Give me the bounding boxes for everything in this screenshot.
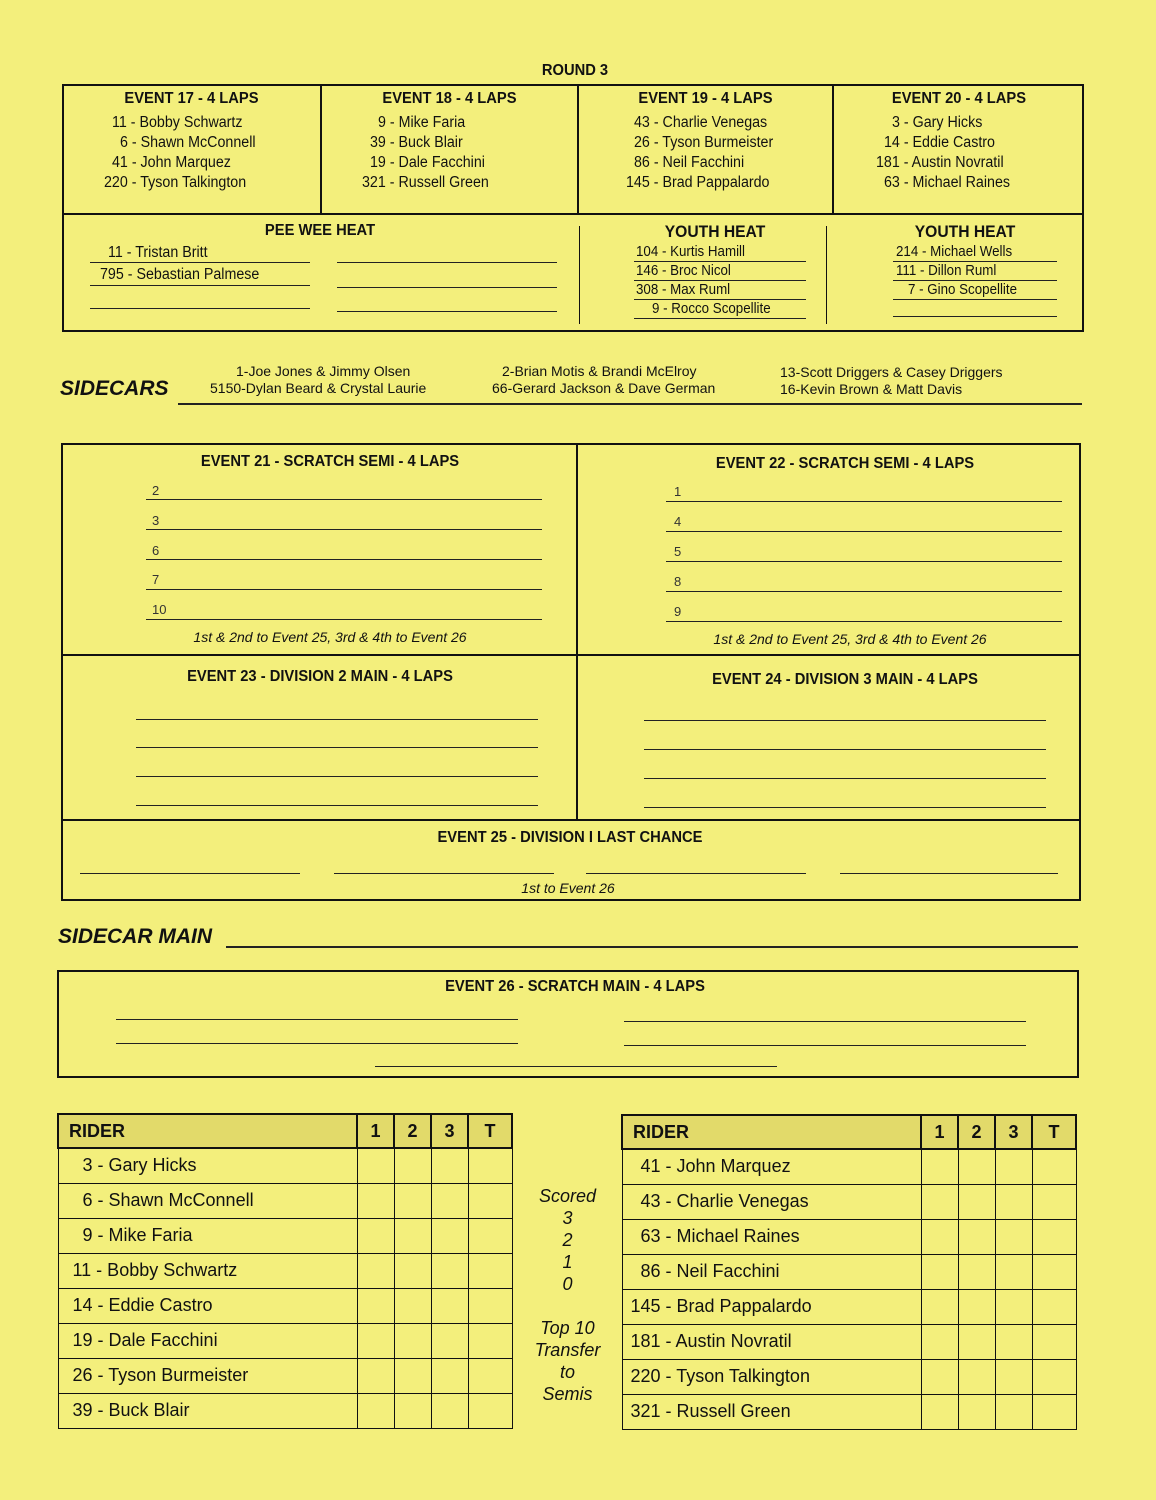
event-21-note: 1st & 2nd to Event 25, 3rd & 4th to Event 26 [193, 629, 467, 645]
round-2-header: 2 [394, 1114, 431, 1148]
score-cell[interactable] [357, 1183, 394, 1218]
entry-line [634, 299, 806, 300]
table-row [622, 1219, 1076, 1254]
rider-entry: 7 - Gino Scopellite [908, 282, 1018, 298]
score-cell[interactable] [995, 1254, 1032, 1289]
rider-name: 41 - John Marquez [622, 1149, 921, 1184]
table-row [58, 1183, 512, 1218]
table-row [58, 1358, 512, 1393]
rider-name: 63 - Michael Raines [622, 1219, 921, 1254]
transfer-line: Top 10 [540, 1318, 595, 1338]
event-20-card [834, 90, 1084, 192]
sidecar-main-underline [226, 946, 1078, 948]
entry-line [337, 287, 557, 288]
entry-line [666, 501, 1062, 502]
round-1-header: 1 [921, 1115, 958, 1149]
position-number: 8 [674, 574, 682, 589]
rider-name: 19 - Dale Facchini [58, 1323, 357, 1358]
entry-line [146, 619, 542, 620]
score-cell[interactable] [958, 1184, 995, 1219]
sidecar-team: 13-Scott Driggers & Casey Driggers [780, 364, 1003, 380]
entry-line [116, 1043, 518, 1044]
entry-line [624, 1045, 1026, 1046]
score-cell[interactable] [921, 1359, 958, 1394]
score-table-right [621, 1114, 1077, 1430]
rider-entry: 19 - Dale Facchini [370, 154, 485, 171]
score-cell[interactable] [394, 1393, 431, 1428]
rider-column-header: RIDER [622, 1115, 921, 1149]
entry-line [136, 719, 538, 720]
score-cell[interactable] [921, 1254, 958, 1289]
rider-entry: 26 - Tyson Burmeister [634, 134, 774, 151]
score-cell[interactable] [921, 1149, 958, 1184]
points-value: 3 [562, 1208, 573, 1228]
score-cell[interactable] [995, 1184, 1032, 1219]
score-cell[interactable] [357, 1218, 394, 1253]
rider-name: 9 - Mike Faria [58, 1218, 357, 1253]
event-25-note: 1st to Event 26 [521, 880, 615, 896]
table-row [622, 1254, 1076, 1289]
table-row [622, 1359, 1076, 1394]
points-value: 0 [562, 1274, 573, 1294]
score-cell[interactable] [394, 1183, 431, 1218]
rider-name: 11 - Bobby Schwartz [58, 1253, 357, 1288]
rider-name: 3 - Gary Hicks [58, 1148, 357, 1183]
event-17-title: EVENT 17 - 4 LAPS [124, 90, 259, 107]
score-cell[interactable] [394, 1148, 431, 1183]
table-row [622, 1394, 1076, 1429]
rider-entry: 3 - Gary Hicks [892, 114, 983, 131]
entry-line [634, 318, 806, 319]
entry-line [146, 529, 542, 530]
score-cell[interactable] [394, 1218, 431, 1253]
total-cell[interactable] [1032, 1149, 1076, 1184]
event-20-title: EVENT 20 - 4 LAPS [891, 90, 1027, 107]
position-number: 10 [152, 602, 167, 617]
event-21-title: EVENT 21 - SCRATCH SEMI - 4 LAPS [200, 453, 460, 470]
table-row [58, 1393, 512, 1428]
total-cell[interactable] [468, 1358, 512, 1393]
total-cell[interactable] [1032, 1324, 1076, 1359]
pee-wee-title: PEE WEE HEAT [264, 222, 376, 239]
score-cell[interactable] [995, 1149, 1032, 1184]
score-cell[interactable] [357, 1393, 394, 1428]
table-row [622, 1184, 1076, 1219]
youth-heat-1-title: YOUTH HEAT [664, 222, 766, 241]
event-26-title: EVENT 26 - SCRATCH MAIN - 4 LAPS [445, 978, 705, 995]
position-number: 3 [152, 513, 160, 528]
event-19-title: EVENT 19 - 4 LAPS [638, 90, 773, 107]
transfer-line: to [559, 1362, 575, 1382]
score-cell[interactable] [431, 1288, 468, 1323]
rider-entry: 9 - Rocco Scopellite [652, 301, 771, 317]
round-title: ROUND 3 [541, 62, 609, 79]
rider-entry: 43 - Charlie Venegas [634, 114, 768, 131]
rider-name: 181 - Austin Novratil [622, 1324, 921, 1359]
table-row [622, 1149, 1076, 1184]
rider-column-header: RIDER [58, 1114, 357, 1148]
event-24-title: EVENT 24 - DIVISION 3 MAIN - 4 LAPS [712, 671, 978, 688]
entry-line [375, 1066, 777, 1067]
total-cell[interactable] [1032, 1184, 1076, 1219]
score-cell[interactable] [394, 1288, 431, 1323]
table-row [58, 1148, 512, 1183]
entry-line [116, 1019, 518, 1020]
total-cell[interactable] [468, 1148, 512, 1183]
entry-line [666, 531, 1062, 532]
total-cell[interactable] [1032, 1359, 1076, 1394]
score-cell[interactable] [995, 1394, 1032, 1429]
event-19-card [579, 90, 832, 192]
score-cell[interactable] [357, 1148, 394, 1183]
rider-entry: 11 - Tristan Britt [108, 244, 208, 261]
entry-line [666, 621, 1062, 622]
score-cell[interactable] [958, 1149, 995, 1184]
entry-line [90, 308, 310, 309]
grid-divider [579, 226, 580, 324]
table-row [58, 1288, 512, 1323]
points-value: 2 [562, 1230, 573, 1250]
rider-name: 43 - Charlie Venegas [622, 1184, 921, 1219]
total-cell[interactable] [468, 1218, 512, 1253]
entry-line [586, 873, 806, 874]
entry-line [136, 747, 538, 748]
score-header-row [622, 1115, 1076, 1149]
rider-entry: 63 - Michael Raines [884, 174, 1011, 191]
rider-entry: 6 - Shawn McConnell [120, 134, 256, 151]
event-23-title: EVENT 23 - DIVISION 2 MAIN - 4 LAPS [187, 668, 453, 685]
rider-entry: 11 - Bobby Schwartz [112, 114, 243, 131]
entry-line [893, 316, 1057, 317]
round-3-header: 3 [431, 1114, 468, 1148]
score-cell[interactable] [958, 1289, 995, 1324]
entry-line [644, 778, 1046, 779]
entry-line [634, 261, 806, 262]
position-number: 4 [674, 514, 682, 529]
grid-divider [61, 654, 1081, 656]
entry-line [666, 561, 1062, 562]
rider-entry: 104 - Kurtis Hamill [636, 244, 745, 260]
entry-line [634, 280, 806, 281]
score-cell[interactable] [357, 1288, 394, 1323]
entry-line [644, 749, 1046, 750]
score-cell[interactable] [958, 1324, 995, 1359]
rider-entry: 145 - Brad Pappalardo [626, 174, 770, 191]
rider-name: 321 - Russell Green [622, 1394, 921, 1429]
score-cell[interactable] [431, 1183, 468, 1218]
total-cell[interactable] [1032, 1289, 1076, 1324]
score-cell[interactable] [394, 1358, 431, 1393]
total-cell[interactable] [468, 1183, 512, 1218]
total-cell[interactable] [1032, 1254, 1076, 1289]
rider-name: 39 - Buck Blair [58, 1393, 357, 1428]
round-1-header: 1 [357, 1114, 394, 1148]
rider-name: 86 - Neil Facchini [622, 1254, 921, 1289]
score-cell[interactable] [357, 1253, 394, 1288]
round-2-header: 2 [958, 1115, 995, 1149]
rider-entry: 321 - Russell Green [362, 174, 489, 191]
entry-line [644, 807, 1046, 808]
score-cell[interactable] [431, 1218, 468, 1253]
score-cell[interactable] [921, 1324, 958, 1359]
transfer-line: Semis [542, 1384, 593, 1404]
rider-name: 220 - Tyson Talkington [622, 1359, 921, 1394]
entry-line [90, 285, 310, 286]
rider-entry: 41 - John Marquez [112, 154, 231, 171]
rider-entry: 111 - Dillon Ruml [896, 263, 997, 279]
entry-line [80, 873, 300, 874]
total-cell[interactable] [1032, 1219, 1076, 1254]
table-row [58, 1323, 512, 1358]
score-cell[interactable] [995, 1359, 1032, 1394]
rider-entry: 308 - Max Ruml [636, 282, 731, 298]
youth-heat-2-title: YOUTH HEAT [914, 222, 1016, 241]
rider-entry: 220 - Tyson Talkington [104, 174, 247, 191]
entry-line [146, 589, 542, 590]
rider-entry: 39 - Buck Blair [370, 134, 463, 151]
scoring-note [520, 1185, 615, 1405]
grid-divider [826, 226, 827, 324]
table-row [58, 1253, 512, 1288]
entry-line [90, 262, 310, 263]
total-header: T [1032, 1115, 1076, 1149]
score-cell[interactable] [921, 1289, 958, 1324]
total-cell[interactable] [468, 1253, 512, 1288]
score-cell[interactable] [921, 1219, 958, 1254]
position-number: 9 [674, 604, 682, 619]
event-18-card [322, 90, 577, 192]
sidecar-team: 2-Brian Motis & Brandi McElroy [502, 363, 697, 379]
total-cell[interactable] [1032, 1394, 1076, 1429]
grid-divider [576, 443, 578, 820]
sidecars-label: SIDECARS [60, 377, 169, 400]
sidecar-main-label: SIDECAR MAIN [58, 925, 213, 948]
total-cell[interactable] [468, 1323, 512, 1358]
entry-line [136, 776, 538, 777]
score-cell[interactable] [431, 1148, 468, 1183]
scored-label: Scored [538, 1186, 597, 1206]
score-cell[interactable] [958, 1359, 995, 1394]
score-cell[interactable] [958, 1254, 995, 1289]
rider-name: 6 - Shawn McConnell [58, 1183, 357, 1218]
position-number: 5 [674, 544, 682, 559]
position-number: 2 [152, 483, 160, 498]
transfer-line: Transfer [534, 1340, 601, 1360]
sidecar-team: 16-Kevin Brown & Matt Davis [780, 381, 963, 397]
score-header-row [58, 1114, 512, 1148]
entry-line [334, 873, 554, 874]
total-cell[interactable] [468, 1393, 512, 1428]
event-22-note: 1st & 2nd to Event 25, 3rd & 4th to Event 26 [713, 631, 987, 647]
score-cell[interactable] [357, 1358, 394, 1393]
table-row [58, 1218, 512, 1253]
grid-divider [62, 213, 1084, 215]
entry-line [893, 261, 1057, 262]
rider-entry: 86 - Neil Facchini [634, 154, 745, 171]
entry-line [893, 299, 1057, 300]
event-18-title: EVENT 18 - 4 LAPS [382, 90, 517, 107]
points-value: 1 [562, 1252, 573, 1272]
rider-name: 14 - Eddie Castro [58, 1288, 357, 1323]
table-row [622, 1289, 1076, 1324]
score-cell[interactable] [431, 1323, 468, 1358]
entry-line [136, 805, 538, 806]
score-cell[interactable] [995, 1219, 1032, 1254]
score-cell[interactable] [995, 1289, 1032, 1324]
entry-line [840, 873, 1058, 874]
position-number: 7 [152, 572, 160, 587]
score-cell[interactable] [357, 1323, 394, 1358]
rider-entry: 795 - Sebastian Palmese [100, 266, 260, 283]
rider-name: 26 - Tyson Burmeister [58, 1358, 357, 1393]
rider-entry: 146 - Broc Nicol [636, 263, 731, 279]
sidecar-team: 66-Gerard Jackson & Dave German [492, 380, 716, 396]
score-cell[interactable] [431, 1393, 468, 1428]
event-22-title: EVENT 22 - SCRATCH SEMI - 4 LAPS [715, 455, 975, 472]
entry-line [337, 311, 557, 312]
position-number: 1 [674, 484, 682, 499]
position-number: 6 [152, 543, 160, 558]
rider-entry: 9 - Mike Faria [378, 114, 466, 131]
entry-line [146, 559, 542, 560]
score-cell[interactable] [394, 1253, 431, 1288]
event-17-card [64, 90, 319, 192]
grid-divider [61, 819, 1081, 821]
score-cell[interactable] [431, 1253, 468, 1288]
entry-line [893, 280, 1057, 281]
score-cell[interactable] [921, 1184, 958, 1219]
sidecar-team: 5150-Dylan Beard & Crystal Laurie [210, 380, 427, 396]
entry-line [624, 1021, 1026, 1022]
rider-entry: 181 - Austin Novratil [876, 154, 1004, 171]
score-cell[interactable] [394, 1323, 431, 1358]
total-cell[interactable] [468, 1288, 512, 1323]
score-cell[interactable] [431, 1358, 468, 1393]
score-cell[interactable] [921, 1394, 958, 1429]
entry-line [644, 720, 1046, 721]
rider-entry: 214 - Michael Wells [896, 244, 1013, 260]
round-3-header: 3 [995, 1115, 1032, 1149]
entry-line [666, 591, 1062, 592]
sidecars-underline [178, 403, 1082, 405]
score-cell[interactable] [958, 1394, 995, 1429]
score-table-left [57, 1113, 513, 1429]
event-25-title: EVENT 25 - DIVISION I LAST CHANCE [437, 829, 703, 846]
rider-name: 145 - Brad Pappalardo [622, 1289, 921, 1324]
sidecar-team: 1-Joe Jones & Jimmy Olsen [236, 363, 411, 379]
entry-line [337, 262, 557, 263]
score-cell[interactable] [995, 1324, 1032, 1359]
rider-entry: 14 - Eddie Castro [884, 134, 995, 151]
total-header: T [468, 1114, 512, 1148]
table-row [622, 1324, 1076, 1359]
score-cell[interactable] [958, 1219, 995, 1254]
entry-line [146, 499, 542, 500]
